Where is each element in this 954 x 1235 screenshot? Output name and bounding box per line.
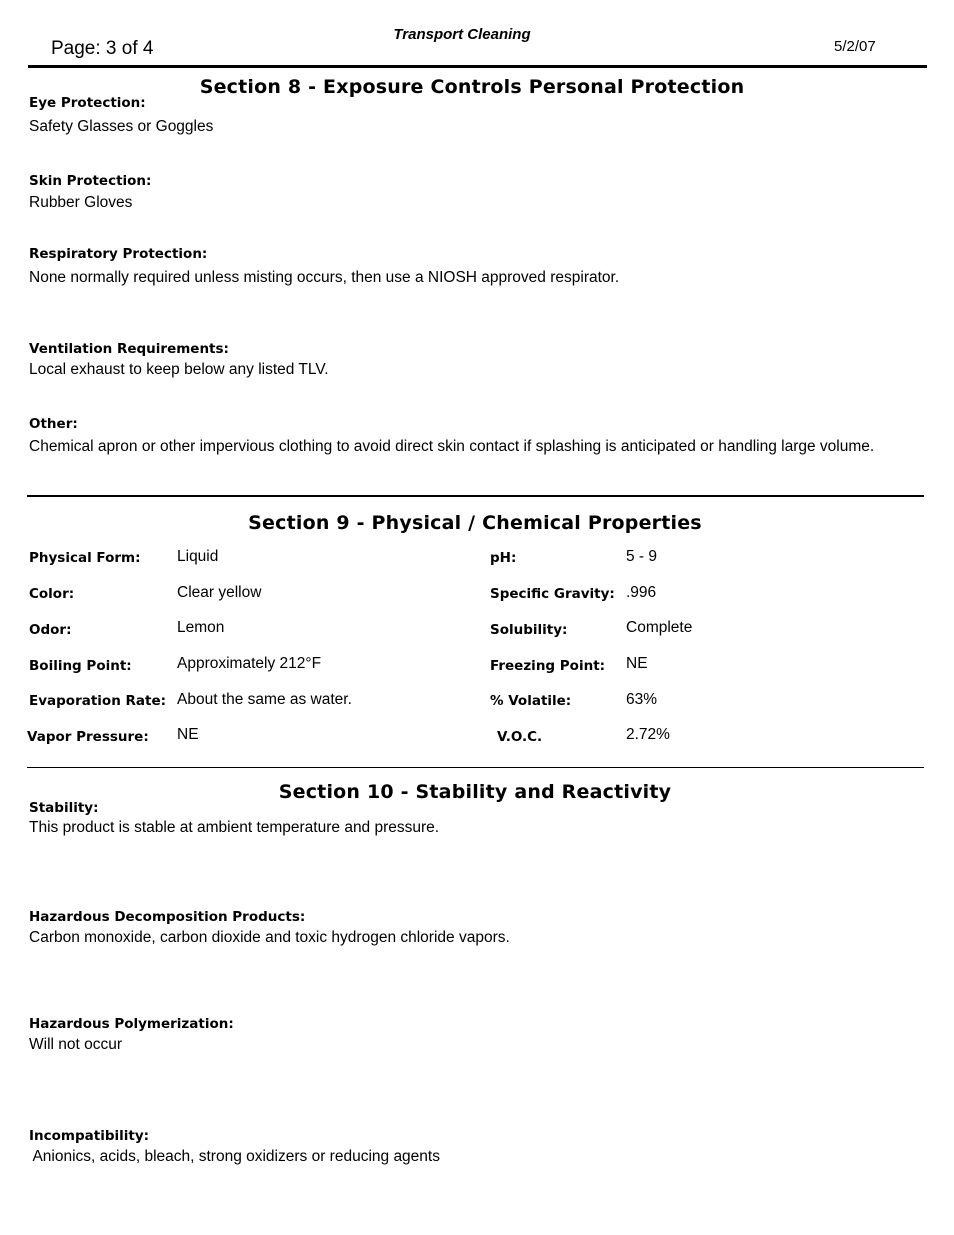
vapor-pressure-value: NE	[177, 726, 199, 743]
stability-value: This product is stable at ambient temperature and pressure.	[29, 819, 440, 836]
volatile-value: 63%	[626, 691, 658, 708]
eye-protection-label: Eye Protection:	[29, 95, 146, 111]
ventilation-label: Ventilation Requirements:	[29, 341, 229, 357]
freezing-point-label: Freezing Point:	[490, 658, 606, 674]
skin-protection-value: Rubber Gloves	[29, 194, 133, 211]
voc-value: 2.72%	[626, 726, 670, 743]
voc-label: V.O.C.	[497, 729, 543, 745]
incompatibility-value: Anionics, acids, bleach, strong oxidizers or reducing agents	[29, 1148, 440, 1165]
stability-label: Stability:	[29, 800, 99, 816]
document-date: 5/2/07	[834, 38, 876, 55]
specific-gravity-label: Specific Gravity:	[490, 586, 615, 602]
skin-protection-label: Skin Protection:	[29, 173, 152, 189]
color-value: Clear yellow	[177, 584, 262, 601]
section-8-divider	[27, 495, 924, 497]
freezing-point-value: NE	[626, 655, 648, 672]
specific-gravity-value: .996	[626, 584, 657, 601]
odor-value: Lemon	[177, 619, 225, 636]
page-number: Page: 3 of 4	[51, 38, 154, 59]
polymerization-label: Hazardous Polymerization:	[29, 1016, 234, 1032]
physical-form-value: Liquid	[177, 548, 219, 565]
respiratory-protection-value: None normally required unless misting occurs, then use a NIOSH approved respirator.	[29, 269, 620, 286]
vapor-pressure-label: Vapor Pressure:	[27, 729, 149, 745]
decomposition-label: Hazardous Decomposition Products:	[29, 909, 306, 925]
ph-value: 5 - 9	[626, 548, 658, 565]
volatile-label: % Volatile:	[490, 693, 572, 709]
physical-form-label: Physical Form:	[29, 550, 141, 566]
color-label: Color:	[29, 586, 75, 602]
boiling-point-value: Approximately 212°F	[177, 655, 322, 672]
eye-protection-value: Safety Glasses or Goggles	[29, 118, 214, 135]
ventilation-value: Local exhaust to keep below any listed TLV.	[29, 361, 329, 378]
section-10-title: Section 10 - Stability and Reactivity	[278, 781, 672, 803]
ph-label: pH:	[490, 550, 517, 566]
boiling-point-label: Boiling Point:	[29, 658, 132, 674]
polymerization-value: Will not occur	[29, 1036, 123, 1053]
header-divider	[28, 65, 927, 68]
incompatibility-label: Incompatibility:	[29, 1128, 150, 1144]
solubility-label: Solubility:	[490, 622, 568, 638]
other-value: Chemical apron or other impervious clothing to avoid direct skin contact if splashing is anticipated or handling large volume.	[29, 438, 875, 455]
other-label: Other:	[29, 416, 78, 432]
section-9-divider	[27, 767, 924, 768]
section-8-title: Section 8 - Exposure Controls Personal Protection	[199, 76, 745, 98]
respiratory-protection-label: Respiratory Protection:	[29, 246, 208, 262]
solubility-value: Complete	[626, 619, 693, 636]
section-9-title: Section 9 - Physical / Chemical Properties	[248, 512, 702, 534]
evaporation-rate-value: About the same as water.	[177, 691, 352, 708]
evaporation-rate-label: Evaporation Rate:	[29, 693, 167, 709]
document-title: Transport Cleaning	[393, 26, 531, 43]
odor-label: Odor:	[29, 622, 72, 638]
decomposition-value: Carbon monoxide, carbon dioxide and toxic hydrogen chloride vapors.	[29, 929, 510, 946]
